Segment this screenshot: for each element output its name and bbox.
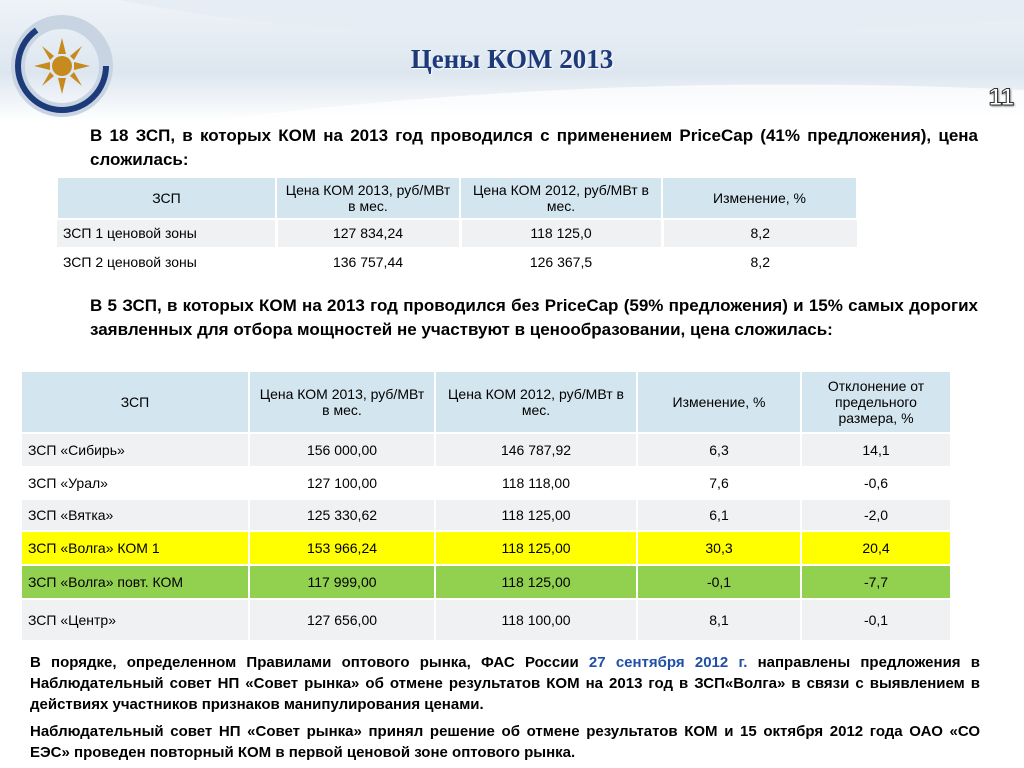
- t2-header-deviation: Отклонение от предельного размера, %: [801, 371, 951, 433]
- cell-price2013: 127 834,24: [276, 219, 460, 247]
- cell-change: 6,3: [637, 433, 801, 467]
- cell-zsp: ЗСП «Урал»: [21, 467, 249, 499]
- note1-after: направлены предложения в Наблюдательный совет НП «Совет рынка» об отмене результатов КОМ на 2013 год в ЗСП«Волга» в связи с выявлением в действиях участников признаков манипулирования ценами.: [30, 654, 980, 713]
- t2-header-price2012: Цена КОМ 2012, руб/МВт в мес.: [435, 371, 637, 433]
- cell-price2013: 127 656,00: [249, 599, 435, 641]
- t2-header-change: Изменение, %: [637, 371, 801, 433]
- cell-deviation: -0,6: [801, 467, 951, 499]
- intro-paragraph-2: В 5 ЗСП, в которых КОМ на 2013 год проводился без PriceCap (59% предложения) и 15% самых дорогих заявленных для отбора мощностей не участвуют в ценообразовании, цена сложилась:: [90, 296, 978, 339]
- cell-price2012: 126 367,5: [460, 247, 662, 277]
- table-row: [21, 467, 951, 499]
- t2-header-price2013: Цена КОМ 2013, руб/МВт в мес.: [249, 371, 435, 433]
- cell-zsp: ЗСП «Вятка»: [21, 499, 249, 531]
- cell-change: 30,3: [637, 531, 801, 565]
- table-row-highlight-yellow: [21, 531, 951, 565]
- cell-change: 8,2: [662, 219, 857, 247]
- cell-price2013: 117 999,00: [249, 565, 435, 599]
- note1-date: 27 сентября 2012 г.: [588, 654, 748, 671]
- table-no-pricecap: [20, 370, 952, 642]
- cell-change: 8,2: [662, 247, 857, 277]
- table-row: [57, 247, 857, 277]
- cell-deviation: -0,1: [801, 599, 951, 641]
- t1-header-price2012: Цена КОМ 2012, руб/МВт в мес.: [460, 177, 662, 219]
- cell-deviation: 20,4: [801, 531, 951, 565]
- table-row-highlight-green: [21, 565, 951, 599]
- cell-price2013: 125 330,62: [249, 499, 435, 531]
- cell-price2012: 118 125,0: [460, 219, 662, 247]
- cell-zsp: ЗСП 1 ценовой зоны: [57, 219, 276, 247]
- cell-change: 8,1: [637, 599, 801, 641]
- table-row: [21, 499, 951, 531]
- table-row: [57, 219, 857, 247]
- intro-paragraph-1: В 18 ЗСП, в которых КОМ на 2013 год проводился с применением PriceCap (41% предложения), цена сложилась:: [90, 126, 978, 169]
- note-paragraph-2: Наблюдательный совет НП «Совет рынка» принял решение об отмене результатов КОМ и 15 октября 2012 года ОАО «СО ЕЭС» проведен повторный КОМ в первой ценовой зоне оптового рынка.: [30, 723, 980, 761]
- t1-header-price2013: Цена КОМ 2013, руб/МВт в мес.: [276, 177, 460, 219]
- t1-header-zsp: ЗСП: [57, 177, 276, 219]
- cell-deviation: 14,1: [801, 433, 951, 467]
- cell-price2012: 118 118,00: [435, 467, 637, 499]
- cell-deviation: -2,0: [801, 499, 951, 531]
- cell-price2013: 136 757,44: [276, 247, 460, 277]
- table-pricecap: [56, 176, 858, 278]
- cell-change: 6,1: [637, 499, 801, 531]
- cell-price2012: 118 125,00: [435, 565, 637, 599]
- cell-price2013: 153 966,24: [249, 531, 435, 565]
- cell-zsp: ЗСП «Волга» КОМ 1: [21, 531, 249, 565]
- cell-price2013: 127 100,00: [249, 467, 435, 499]
- cell-zsp: ЗСП 2 ценовой зоны: [57, 247, 276, 277]
- cell-zsp: ЗСП «Волга» повт. КОМ: [21, 565, 249, 599]
- cell-price2012: 118 125,00: [435, 499, 637, 531]
- t1-header-change: Изменение, %: [662, 177, 857, 219]
- cell-price2013: 156 000,00: [249, 433, 435, 467]
- t2-header-zsp: ЗСП: [21, 371, 249, 433]
- note1-before: В порядке, определенном Правилами оптового рынка, ФАС России: [30, 654, 589, 671]
- cell-change: 7,6: [637, 467, 801, 499]
- cell-deviation: -7,7: [801, 565, 951, 599]
- cell-price2012: 118 100,00: [435, 599, 637, 641]
- slide-number: 11: [988, 84, 1014, 111]
- page-title: Цены КОМ 2013: [410, 44, 614, 74]
- cell-price2012: 146 787,92: [435, 433, 637, 467]
- cell-change: -0,1: [637, 565, 801, 599]
- table-row: [21, 599, 951, 641]
- table-row: [21, 433, 951, 467]
- cell-zsp: ЗСП «Центр»: [21, 599, 249, 641]
- cell-zsp: ЗСП «Сибирь»: [21, 433, 249, 467]
- note-paragraph-1: [30, 652, 980, 715]
- cell-price2012: 118 125,00: [435, 531, 637, 565]
